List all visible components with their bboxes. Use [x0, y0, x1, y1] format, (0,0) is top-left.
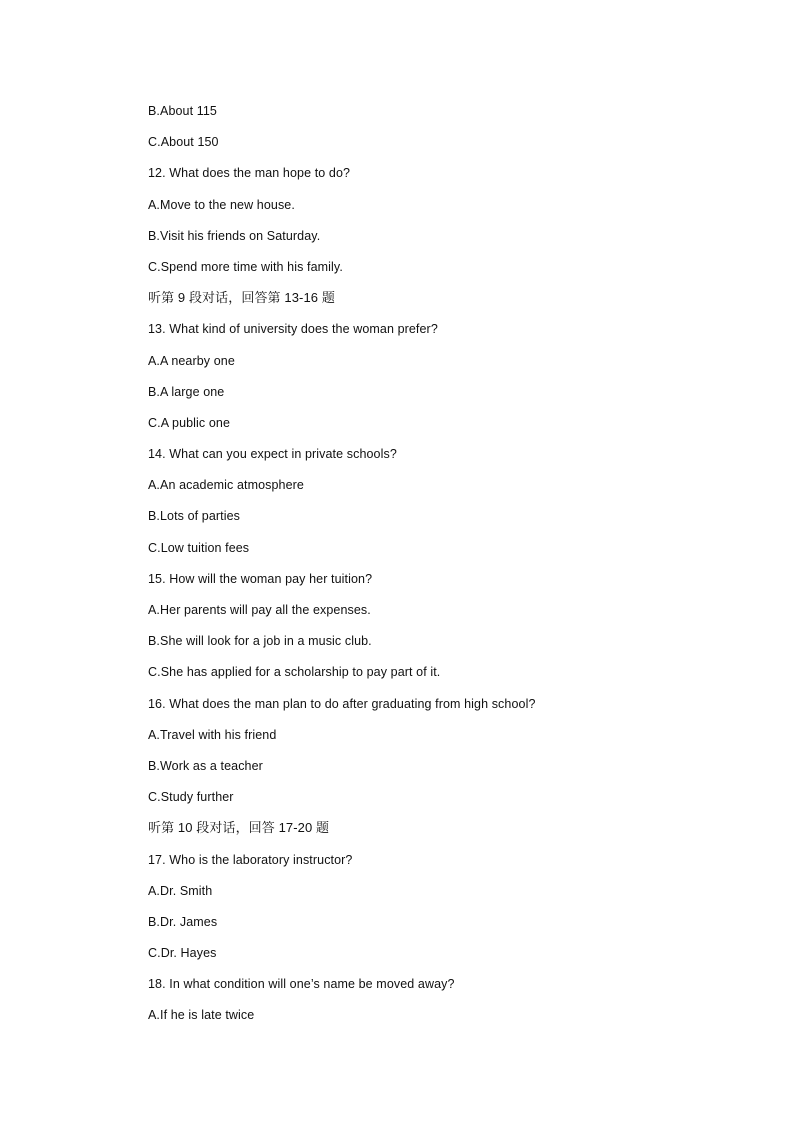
- option-b-q11: B.About 115: [148, 104, 217, 118]
- option-b-q16: B.Work as a teacher: [148, 758, 263, 773]
- question-13: 13. What kind of university does the woman prefer?: [148, 322, 438, 337]
- section-heading-dialogue-9: 听第 9 段对话，回答第 13-16 题: [148, 290, 335, 306]
- option-c-q12: C.Spend more time with his family.: [148, 259, 343, 274]
- option-a-q15: A.Her parents will pay all the expenses.: [148, 603, 371, 617]
- question-17: 17. Who is the laboratory instructor?: [148, 852, 353, 867]
- option-a-q18: A.If he is late twice: [148, 1008, 255, 1023]
- option-c-q16: C.Study further: [148, 790, 234, 805]
- option-b-q12: B.Visit his friends on Saturday.: [148, 228, 321, 243]
- section-heading-dialogue-10: 听第 10 段对话，回答 17-20 题: [148, 820, 330, 836]
- question-18: 18. In what condition will one’s name be moved away?: [148, 977, 455, 992]
- option-c-q15: C.She has applied for a scholarship to pay part of it.: [148, 665, 441, 680]
- option-a-q13: A.A nearby one: [148, 353, 235, 368]
- question-14: 14. What can you expect in private schools?: [148, 447, 397, 462]
- question-12: 12. What does the man hope to do?: [148, 166, 351, 181]
- document-text: [148, 102, 748, 1038]
- question-16: 16. What does the man plan to do after graduating from high school?: [148, 696, 536, 711]
- option-a-q16: A.Travel with his friend: [148, 727, 277, 742]
- option-b-q17: B.Dr. James: [148, 914, 218, 929]
- option-a-q12: A.Move to the new house.: [148, 197, 295, 212]
- option-a-q17: A.Dr. Smith: [148, 883, 213, 898]
- option-b-q14: B.Lots of parties: [148, 509, 241, 524]
- question-15: 15. How will the woman pay her tuition?: [148, 571, 373, 586]
- option-b-q15: B.She will look for a job in a music club.: [148, 634, 372, 649]
- option-c-q14: C.Low tuition fees: [148, 540, 250, 555]
- option-b-q13: B.A large one: [148, 384, 225, 399]
- option-c-q11: C.About 150: [148, 135, 219, 150]
- option-a-q14: A.An academic atmosphere: [148, 478, 304, 493]
- option-c-q17: C.Dr. Hayes: [148, 946, 217, 961]
- option-c-q13: C.A public one: [148, 415, 231, 430]
